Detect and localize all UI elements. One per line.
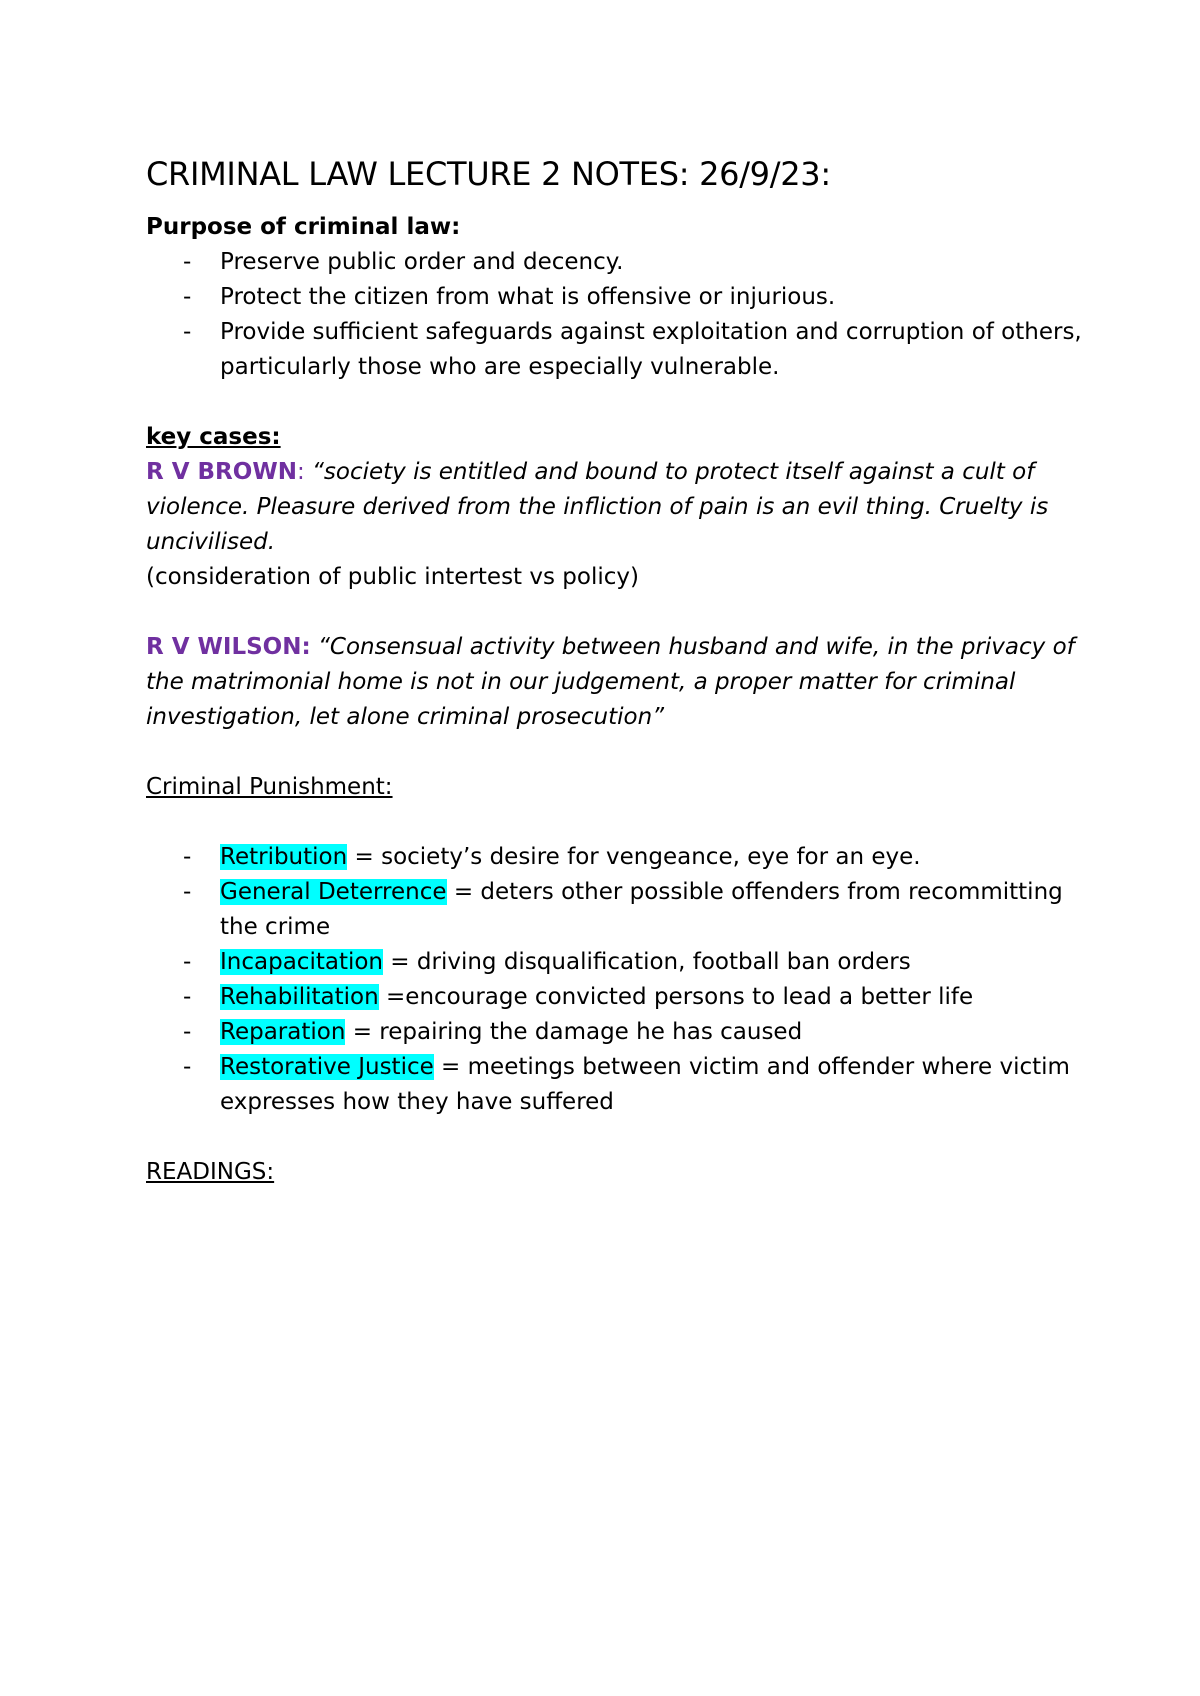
punishment-list [146,840,1086,1120]
list-item: - Provide sufficient safeguards against exploitation and corruption of others, particularly those who are especially vulnerable. [146,315,1086,385]
key-cases-heading: key cases: [146,424,281,450]
punishment-heading: Criminal Punishment: [146,774,393,800]
purpose-list [146,245,1086,385]
highlighted-term: Rehabilitation [220,984,379,1010]
list-item: - Retribution = society’s desire for vengeance, eye for an eye. [146,840,1086,875]
bullet-dash: - [183,249,192,275]
list-item: - Reparation = repairing the damage he has caused [146,1015,1086,1050]
highlighted-term: Incapacitation [220,949,383,975]
purpose-heading: Purpose of criminal law: [146,214,461,240]
case-wilson [146,630,1086,735]
case-separator [311,634,318,660]
bullet-dash: - [183,1019,192,1045]
spacer [146,735,1086,770]
list-item: - Protect the citizen from what is offensive or injurious. [146,280,1086,315]
bullet-dash: - [183,984,192,1010]
list-item: - Incapacitation = driving disqualification, football ban orders [146,945,1086,980]
bullet-dash: - [183,1054,192,1080]
bullet-dash: - [183,949,192,975]
case-name: R V BROWN [146,459,297,485]
case-quote: “society is entitled and bound to protect itself against a cult of violence. Pleasure derived from the infliction of pain is an evil thing. Cruelty is uncivilised. [146,459,1049,555]
highlighted-term: Retribution [220,844,348,870]
spacer [146,805,1086,840]
bullet-dash: - [183,284,192,310]
case-brown [146,455,1086,560]
case-note: (consideration of public intertest vs policy) [146,564,639,590]
bullet-dash: - [183,844,192,870]
case-name: R V WILSON: [146,634,311,660]
readings-heading: READINGS: [146,1159,275,1185]
document-body [146,152,1086,1190]
list-item: - Restorative Justice = meetings between victim and offender where victim expresses how they have suffered [146,1050,1086,1120]
highlighted-term: Reparation [220,1019,346,1045]
case-separator: : [296,459,312,485]
bullet-dash: - [183,319,192,345]
bullet-dash: - [183,879,192,905]
list-item: - Preserve public order and decency. [146,245,1086,280]
highlighted-term: Restorative Justice [220,1054,434,1080]
spacer [146,1120,1086,1155]
spacer [146,595,1086,630]
page-title: CRIMINAL LAW LECTURE 2 NOTES: 26/9/23: [146,155,831,193]
spacer [146,385,1086,420]
list-item: - General Deterrence = deters other possible offenders from recommitting the crime [146,875,1086,945]
case-quote: “Consensual activity between husband and wife, in the privacy of the matrimonial home is not in our judgement, a proper matter for criminal investigation, let alone criminal prosecution” [146,634,1075,730]
list-item: - Rehabilitation =encourage convicted persons to lead a better life [146,980,1086,1015]
highlighted-term: General Deterrence [220,879,447,905]
